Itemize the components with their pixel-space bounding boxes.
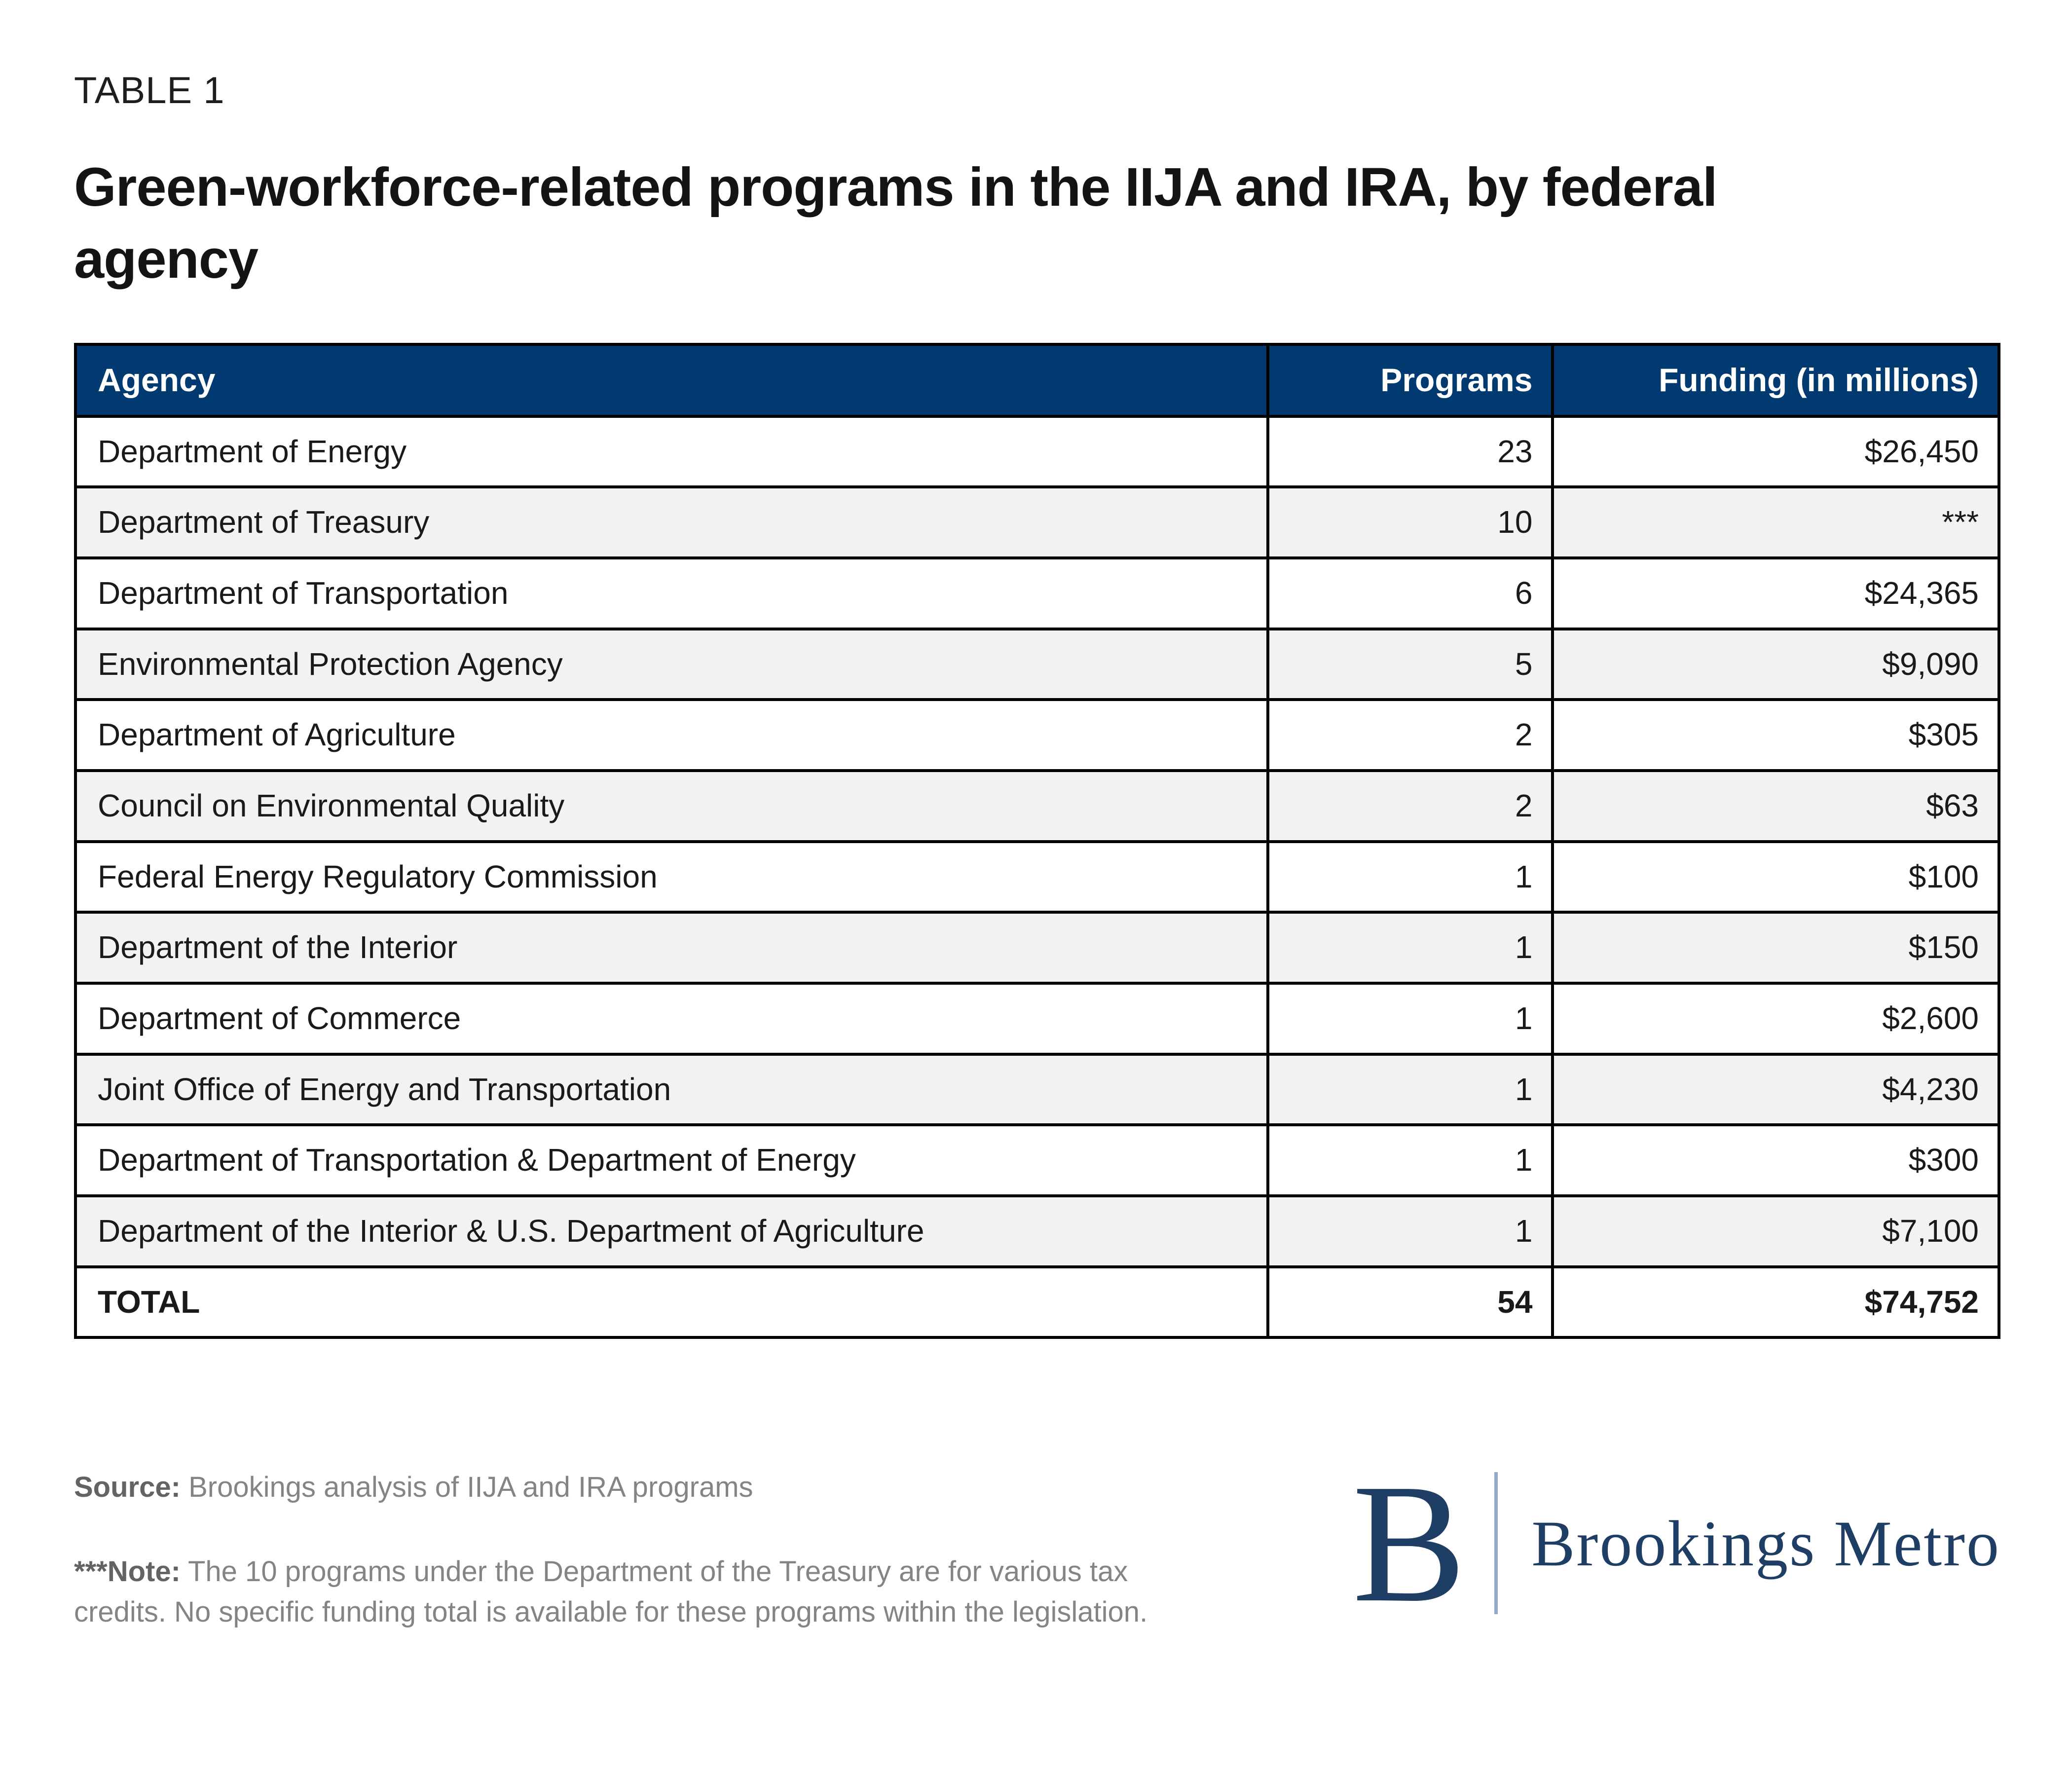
brookings-metro-wordmark: Brookings Metro <box>1531 1507 2000 1580</box>
source-and-notes <box>74 1467 1174 1632</box>
table-row <box>75 416 1999 487</box>
note-text: The 10 programs under the Department of the Treasury are for various tax credits. No specific funding total is available for these programs within the legislation. <box>74 1555 1148 1628</box>
source-label: Source: <box>74 1471 181 1504</box>
table-row <box>75 487 1999 558</box>
source-text: Brookings analysis of IIJA and IRA programs <box>188 1471 753 1504</box>
cell-total-funding: $74,752 <box>1553 1267 1999 1338</box>
table-number-label: TABLE 1 <box>74 70 225 111</box>
cell-programs: 10 <box>1268 487 1553 558</box>
table-row <box>75 1196 1999 1267</box>
cell-total-programs: 54 <box>1268 1267 1553 1338</box>
note-label: ***Note: <box>74 1555 181 1588</box>
cell-programs: 6 <box>1268 558 1553 629</box>
cell-funding: $26,450 <box>1553 416 1999 487</box>
table-header-row <box>75 344 1999 416</box>
cell-programs: 1 <box>1268 1125 1553 1196</box>
cell-programs: 2 <box>1268 700 1553 771</box>
cell-total-label: TOTAL <box>75 1267 1268 1338</box>
cell-programs: 2 <box>1268 771 1553 842</box>
table-row <box>75 912 1999 983</box>
cell-agency: Council on Environmental Quality <box>75 771 1268 842</box>
cell-funding: $100 <box>1553 842 1999 913</box>
figure-footer <box>74 1448 2000 1637</box>
table-total-row <box>75 1267 1999 1338</box>
cell-programs: 5 <box>1268 629 1553 700</box>
cell-programs: 1 <box>1268 912 1553 983</box>
table-row <box>75 558 1999 629</box>
cell-programs: 1 <box>1268 842 1553 913</box>
cell-agency: Department of Commerce <box>75 983 1268 1054</box>
cell-funding: $300 <box>1553 1125 1999 1196</box>
cell-programs: 1 <box>1268 1196 1553 1267</box>
cell-agency: Department of the Interior & U.S. Department of Agriculture <box>75 1196 1268 1267</box>
cell-funding: $305 <box>1553 700 1999 771</box>
cell-agency: Department of Treasury <box>75 487 1268 558</box>
cell-programs: 23 <box>1268 416 1553 487</box>
cell-funding: *** <box>1553 487 1999 558</box>
table-row <box>75 1125 1999 1196</box>
cell-funding: $24,365 <box>1553 558 1999 629</box>
column-header-funding: Funding (in millions) <box>1553 344 1999 416</box>
note-line <box>74 1552 1174 1633</box>
cell-funding: $4,230 <box>1553 1054 1999 1125</box>
source-line <box>74 1467 1174 1508</box>
cell-agency: Federal Energy Regulatory Commission <box>75 842 1268 913</box>
cell-funding: $150 <box>1553 912 1999 983</box>
cell-agency: Joint Office of Energy and Transportation <box>75 1054 1268 1125</box>
table-row <box>75 700 1999 771</box>
table-row <box>75 1054 1999 1125</box>
cell-agency: Department of Transportation <box>75 558 1268 629</box>
table-row <box>75 771 1999 842</box>
table-row <box>75 983 1999 1054</box>
table-row <box>75 842 1999 913</box>
cell-funding: $63 <box>1553 771 1999 842</box>
cell-funding: $2,600 <box>1553 983 1999 1054</box>
column-header-programs: Programs <box>1268 344 1553 416</box>
cell-agency: Department of Energy <box>75 416 1268 487</box>
cell-agency: Environmental Protection Agency <box>75 629 1268 700</box>
brookings-metro-logo <box>1352 1448 2000 1637</box>
cell-agency: Department of Transportation & Department of Energy <box>75 1125 1268 1196</box>
cell-programs: 1 <box>1268 1054 1553 1125</box>
cell-agency: Department of Agriculture <box>75 700 1268 771</box>
column-header-agency: Agency <box>75 344 1268 416</box>
cell-agency: Department of the Interior <box>75 912 1268 983</box>
programs-by-agency-table <box>74 343 2000 1339</box>
table-row <box>75 629 1999 700</box>
cell-funding: $9,090 <box>1553 629 1999 700</box>
logo-divider-line <box>1494 1472 1498 1614</box>
page-title: Green-workforce-related programs in the IIJA and IRA, by federal agency <box>74 157 1717 290</box>
brookings-b-monogram: B <box>1352 1448 1466 1637</box>
cell-funding: $7,100 <box>1553 1196 1999 1267</box>
cell-programs: 1 <box>1268 983 1553 1054</box>
